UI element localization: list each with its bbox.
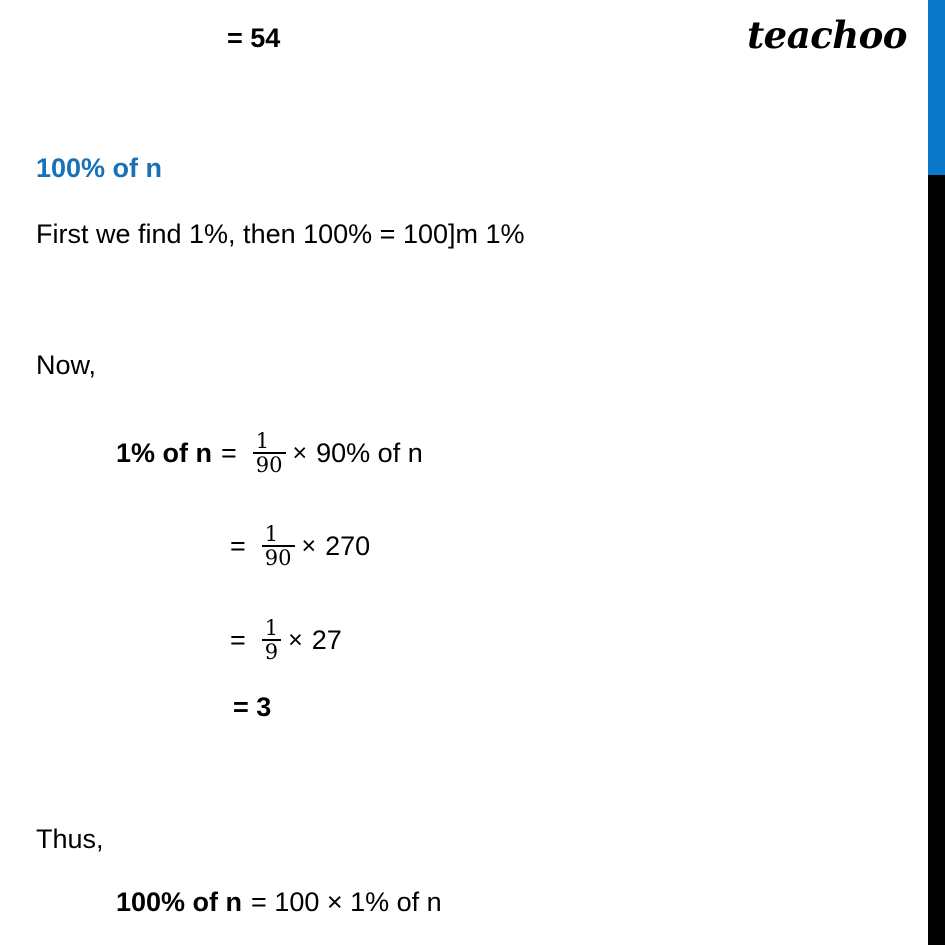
equals-sign: = xyxy=(230,624,246,655)
fraction-one-over-ninety xyxy=(253,430,286,476)
intro-line: First we find 1%, then 100% = 100]m 1% xyxy=(36,219,525,249)
equation-final xyxy=(116,889,442,916)
section-heading: 100% of n xyxy=(36,153,163,183)
top-result-text: = 54 xyxy=(227,23,281,53)
equation-rhs: 27 xyxy=(311,624,342,655)
fraction-denominator: 90 xyxy=(255,453,283,478)
fraction-numerator: 1 xyxy=(255,429,270,453)
fraction-numerator: 1 xyxy=(264,522,279,546)
equation-rhs: 90% of n xyxy=(316,437,423,468)
thus-label: Thus, xyxy=(36,824,104,854)
multiplication-sign: × xyxy=(288,625,303,654)
equation-step-three xyxy=(230,617,342,663)
fraction-denominator: 9 xyxy=(264,640,279,665)
fraction-numerator: 1 xyxy=(264,616,279,640)
equals-sign: = xyxy=(230,530,246,561)
equation-lhs: 100% of n xyxy=(116,887,243,917)
equation-rhs: = 100 × 1% of n xyxy=(251,887,442,917)
right-edge-blue-bar xyxy=(928,0,945,175)
multiplication-sign: × xyxy=(292,438,308,467)
fraction-one-over-ninety xyxy=(262,523,295,569)
fraction-denominator: 90 xyxy=(264,546,292,571)
equation-result: = 3 xyxy=(233,692,272,722)
equation-lhs: 1% of n xyxy=(116,437,213,468)
equation-step-two xyxy=(230,523,370,569)
equation-rhs: 270 xyxy=(325,530,371,561)
right-edge-black-bar xyxy=(928,175,945,945)
fraction-one-over-nine xyxy=(262,617,281,663)
teachoo-logo: teachoo xyxy=(747,13,907,57)
equals-sign: = xyxy=(221,437,237,468)
equation-one-percent xyxy=(116,430,423,476)
now-label: Now, xyxy=(36,350,97,380)
multiplication-sign: × xyxy=(301,531,317,560)
